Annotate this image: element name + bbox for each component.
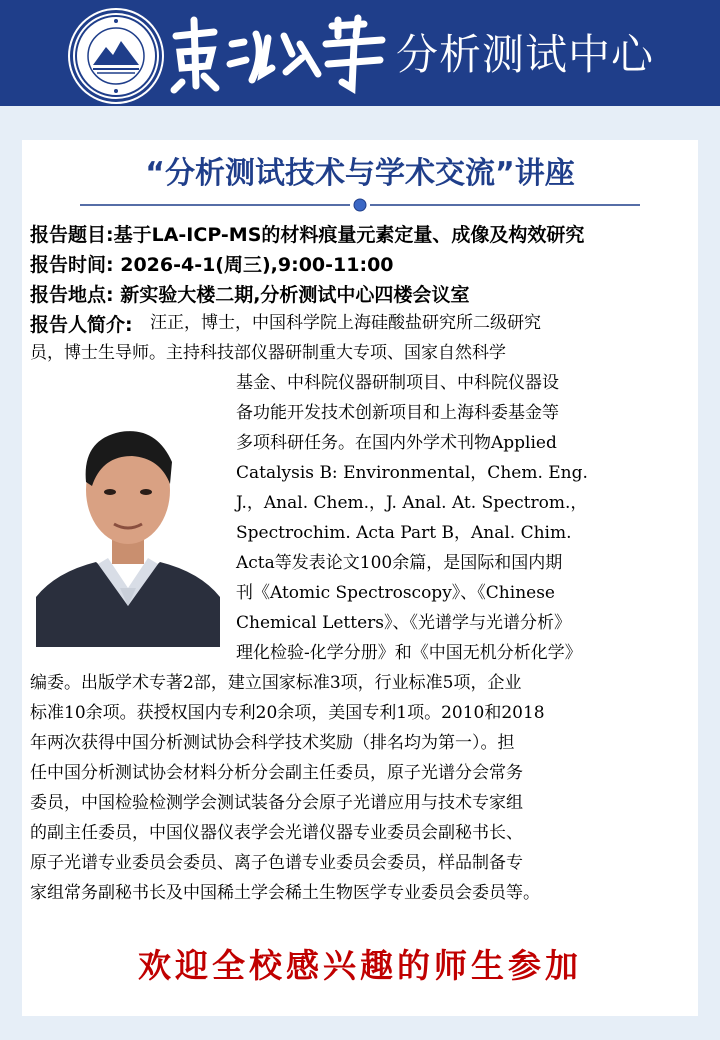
welcome-message: 欢迎全校感兴趣的师生参加 [138,946,582,985]
place-value: 新实验大楼二期,分析测试中心四楼会议室 [120,284,470,306]
bio-line: 备功能开发技术创新项目和上海科委基金等 [236,403,559,423]
bio-line: Catalysis B: Environmental，Chem. Eng. [236,463,588,483]
topic-line [30,220,584,247]
title-divider [80,198,640,212]
place-line [30,280,469,307]
bio-line: Chemical Letters》、《光谱学与光谱分析》 [236,613,571,633]
bio-line: 年两次获得中国分析测试协会科学技术奖励（排名均为第一）。担 [30,733,515,753]
bio-line: 原子光谱专业委员会委员、离子色谱专业委员会委员，样品制备专 [30,853,523,873]
bio-line: Spectrochim. Acta Part B，Anal. Chim. [236,523,572,543]
bio-line: 理化检验-化学分册》和《中国无机分析化学》 [236,643,582,663]
place-label: 报告地点: [30,284,121,306]
bio-line: 任中国分析测试协会材料分析分会副主任委员，原子光谱分会常务 [30,763,523,783]
time-label: 报告时间: [30,254,121,276]
time-value: 2026-4-1(周三),9:00-11:00 [120,254,394,276]
topic-label: 报告题目: [30,224,114,246]
bio-label: 报告人简介: [30,314,133,336]
time-line [30,250,394,277]
lecture-series-title: “分析测试技术与学术交流”讲座 [145,156,575,191]
bio-line: 多项科研任务。在国内外学术刊物Applied [236,433,557,453]
bio-line: 编委。出版学术专著2部，建立国家标准3项，行业标准5项，企业 [30,673,522,693]
center-name: 分析测试中心 [396,30,655,79]
lecture-notice-card [22,140,698,1016]
bio-line: 的副主任委员，中国仪器仪表学会光谱仪器专业委员会副秘书长、 [30,823,523,843]
bio-line: 标准10余项。获授权国内专利20余项，美国专利1项。2010和2018 [30,703,545,723]
bio-line: 汪正，博士，中国科学院上海硅酸盐研究所二级研究 [150,313,541,333]
bio-line: 刊《Atomic Spectroscopy》、《Chinese [236,583,555,603]
bio-line: 基金、中科院仪器研制项目、中科院仪器设 [236,373,559,393]
bio-line: 家组常务副秘书长及中国稀土学会稀土生物医学专业委员会委员等。 [30,883,540,903]
university-calligraphy-logo [168,14,392,94]
bio-line: J.，Anal. Chem.，J. Anal. At. Spectrom.， [236,493,588,513]
topic-value: 基于LA-ICP-MS的材料痕量元素定量、成像及构效研究 [113,224,585,246]
bio-line: 委员，中国检验检测学会测试装备分会原子光谱应用与技术专家组 [30,793,523,813]
bio-line: 员，博士生导师。主持科技部仪器研制重大专项、国家自然科学 [30,343,506,363]
university-seal-logo [70,10,162,102]
header-banner [0,0,720,106]
bio-line: Acta等发表论文100余篇，是国际和国内期 [236,553,563,573]
speaker-photo [36,392,220,647]
